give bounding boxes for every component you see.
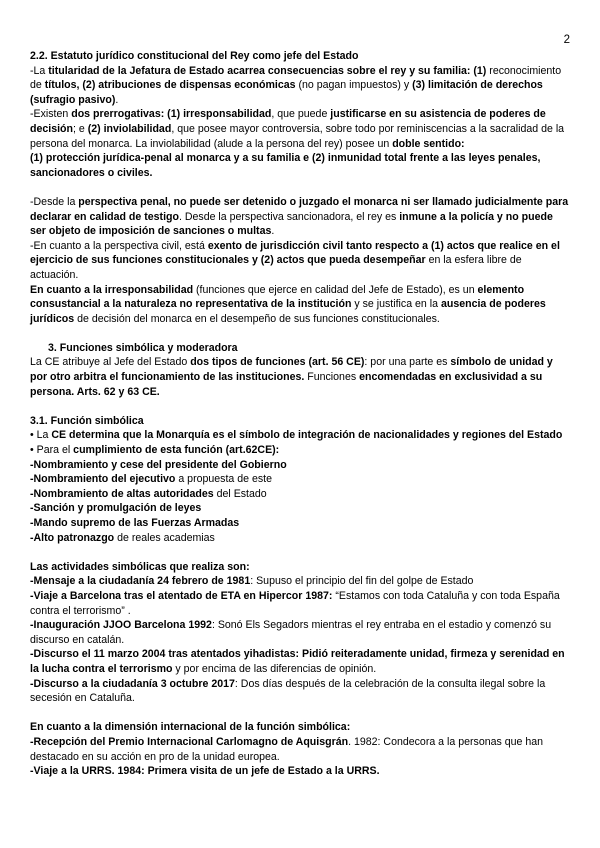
- text-run: La CE atribuye al Jefe del Estado: [30, 356, 191, 369]
- activities-title: Las actividades simbólicas que realiza son:: [30, 560, 250, 573]
- bullet-item: [30, 428, 570, 443]
- text-run: de decisión del monarca en el desempeño de sus funciones constitucionales.: [74, 312, 440, 325]
- bold-text: -Recepción del Premio Internacional Carlomagno de Aquisgrán: [30, 735, 349, 748]
- text-run: y se justifica en la: [351, 298, 441, 311]
- document-body: [30, 49, 570, 779]
- text-run: Funciones: [304, 371, 360, 384]
- text-run: (no pagan impuestos) y: [295, 79, 413, 92]
- bold-text: -Mensaje a la ciudadanía 24 febrero de 1981: [30, 575, 251, 588]
- bold-text: -Nombramiento de altas autoridades: [30, 487, 214, 500]
- bold-text: inmune a la policía y no puede ser objeto de imposición de sanciones o multas: [30, 210, 553, 238]
- bold-text: encomendadas en exclusividad a su persona. Arts. 62 y 63 CE.: [30, 371, 543, 398]
- bold-text: dos prerrogativas: (1) irresponsabilidad: [71, 108, 272, 121]
- paragraph: [30, 107, 570, 151]
- bold-text: En cuanto a la irresponsabilidad: [30, 283, 194, 296]
- text-run: -En cuanto a la perspectiva civil, está: [30, 239, 208, 252]
- paragraph: [30, 64, 570, 108]
- list-item: [30, 531, 570, 546]
- text-run: “Estamos con toda Cataluña y con toda España contra el terrorismo” .: [30, 589, 560, 617]
- text-run: de reales academias: [114, 531, 215, 544]
- text-run: , que posee mayor controversia, sobre todo por reminiscencias a la sacralidad de la persona del monarca. La inviolabilidad (alude a la persona del rey) posee un: [30, 122, 565, 150]
- text-run: : por una parte es: [364, 356, 451, 369]
- paragraph: [30, 151, 570, 180]
- bold-text: CE determina que la Monarquía es el símbolo de integración de nacionalidades y regiones del Estado: [51, 429, 563, 442]
- bold-text: elemento consustancial a la naturaleza no representativa de la institución: [30, 283, 525, 311]
- text-run: .: [271, 225, 275, 238]
- list-item: [30, 574, 570, 589]
- list-item: [30, 487, 570, 502]
- bold-text: doble sentido:: [392, 137, 465, 150]
- text-run: . Desde la perspectiva sancionadora, el rey es: [178, 210, 400, 223]
- bold-text: -Mando supremo de las Fuerzas Armadas: [30, 517, 240, 529]
- bold-text: (2) inviolabilidad: [87, 122, 172, 135]
- bold-text: -Discurso a la ciudadanía 3 octubre 2017: [30, 677, 235, 690]
- list-item: [30, 501, 570, 516]
- paragraph: [30, 239, 570, 283]
- text-run: : Supuso el principio del fin del golpe de Estado: [250, 575, 474, 588]
- paragraph: [30, 283, 570, 327]
- international-title: En cuanto a la dimensión internacional de la función simbólica:: [30, 721, 351, 734]
- list-item: [30, 589, 570, 618]
- bullet-item: [30, 443, 570, 458]
- bold-text: exento de jurisdicción civil tanto respecto a (1) actos que realice en el ejercicio de sus funciones constitucionales y (2) actos que pueda desempeñar: [30, 239, 560, 267]
- list-item: [30, 472, 570, 487]
- bold-text: -Sanción y promulgación de leyes: [30, 502, 202, 515]
- bold-text: (3) limitación de derechos (sufragio pasivo): [30, 79, 543, 106]
- bold-text: perspectiva penal, no puede ser detenido o juzgado el monarca ni ser llamado judicialmente para declarar en calidad de testigo: [30, 195, 569, 223]
- text-run: -La: [30, 64, 49, 77]
- activities-list: [30, 574, 570, 705]
- list-item: [30, 764, 570, 779]
- page-number: 2: [563, 34, 570, 46]
- paragraph: [30, 355, 570, 399]
- functions-list: [30, 458, 570, 546]
- bold-text: -Viaje a la URRS. 1984: Primera visita de un jefe de Estado a la URRS.: [30, 765, 380, 778]
- bold-text: -Inauguración JJOO Barcelona 1992: [30, 619, 212, 632]
- bold-text: justificarse en su asistencia de poderes de decisión: [30, 108, 546, 135]
- text-run: . 1982: Condecora a la personas que han destacado en su acción en pro de la unidad europea.: [30, 735, 544, 763]
- bold-text: titularidad de la Jefatura de Estado acarrea consecuencias sobre el rey y su familia:: [48, 64, 471, 77]
- bold-text: símbolo de unidad y por otro arbitra el funcionamiento de las instituciones.: [30, 356, 553, 384]
- bold-text: -Nombramiento y cese del presidente del Gobierno: [30, 458, 287, 471]
- text-run: -Existen: [30, 108, 72, 121]
- text-run: y por encima de las diferencias de opinión.: [172, 662, 377, 675]
- list-item: [30, 618, 570, 647]
- bold-text: -Nombramiento del ejecutivo: [30, 473, 176, 486]
- bold-text: ausencia de poderes jurídicos: [30, 298, 546, 325]
- text-run: , que puede: [271, 108, 331, 121]
- list-item: [30, 735, 570, 764]
- text-run: • Para el: [30, 444, 74, 457]
- bold-text: -Viaje a Barcelona tras el atentado de ETA en Hipercor 1987:: [30, 589, 336, 602]
- list-item: [30, 458, 570, 473]
- text-run: • La: [30, 429, 52, 442]
- international-list: [30, 735, 570, 779]
- bold-text: (1): [473, 64, 487, 77]
- text-run: (funciones que ejerce en calidad del Jefe de Estado), es un: [193, 283, 478, 296]
- bold-text: -Discurso el 11 marzo 2004 tras atentados yihadistas: Pidió reiteradamente unidad, firmeza y serenidad en la lucha contra el terrorismo: [30, 648, 565, 675]
- bold-text: -Alto patronazgo: [30, 531, 115, 544]
- list-item: [30, 647, 570, 676]
- text-run: : Dos días después de la celebración de la consulta ilegal sobre la secesión en Cataluña.: [30, 677, 546, 705]
- text-run: en la esfera libre de actuación.: [30, 254, 522, 281]
- text-run: .: [115, 93, 119, 106]
- section-3-1-title: 3.1. Función simbólica: [30, 414, 144, 427]
- bold-text: dos tipos de funciones (art. 56 CE): [190, 356, 365, 369]
- bold-text: cumplimiento de esta función (art.62CE):: [73, 444, 280, 457]
- text-run: -Desde la: [30, 195, 79, 208]
- text-run: ; e: [72, 122, 88, 135]
- section-3-heading: 3. Funciones simbólica y moderadora: [48, 341, 238, 354]
- paragraph: [30, 195, 570, 239]
- text-run: reconocimiento de: [30, 64, 562, 92]
- section-2-2-title: 2.2. Estatuto jurídico constitucional del Rey como jefe del Estado: [30, 50, 359, 62]
- text-run: a propuesta de este: [175, 473, 272, 486]
- text-run: del Estado: [213, 487, 267, 500]
- bold-text: (1) protección jurídica-penal al monarca y a su familia e (2) inmunidad total frente a las leyes penales, sancionadores o civiles.: [30, 152, 541, 179]
- list-item: [30, 677, 570, 706]
- bold-text: títulos, (2) atribuciones de dispensas económicas: [44, 79, 296, 92]
- text-run: : Sonó Els Segadors mientras el rey entraba en el estadio y comenzó su discurso en catalán.: [30, 619, 552, 646]
- list-item: [30, 516, 570, 531]
